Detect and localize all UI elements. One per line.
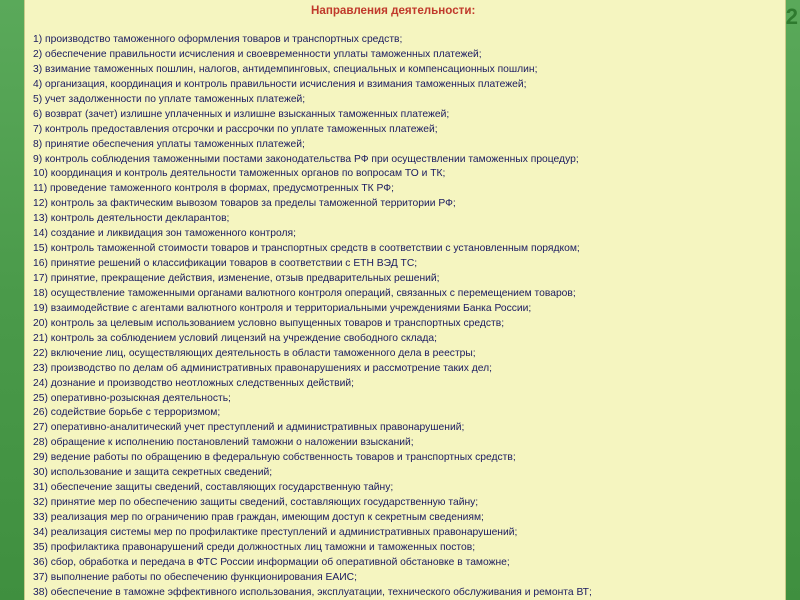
list-item: 33) реализация мер по ограничению прав граждан, имеющим доступ к секретным сведениям;: [33, 512, 484, 523]
list-item: 8) принятие обеспечения уплаты таможенных платежей;: [33, 138, 305, 150]
list-item: 18) осуществление таможенными органами валютного контроля операций, связанных с перемещением товаров;: [33, 287, 576, 299]
list-item: 13) контроль деятельности декларантов;: [33, 213, 230, 225]
slide-title: Направления деятельности:: [311, 4, 476, 17]
list-item: 16) принятие решений о классификации товаров в соответствии с ЕТН ВЭД ТС;: [33, 258, 418, 270]
list-item: 10) координация и контроль деятельности таможенных органов по вопросам ТО и ТК;: [33, 168, 446, 180]
list-item: 17) принятие, прекращение действия, изменение, отзыв предварительных решений;: [33, 273, 440, 284]
list-item: 2) обеспечение правильности исчисления и своевременности уплаты таможенных платежей;: [33, 48, 482, 60]
list-item: 37) выполнение работы по обеспечению функционирования ЕАИС;: [33, 571, 357, 583]
list-item: 25) оперативно-розыскная деятельность;: [33, 392, 231, 404]
list-item: 20) контроль за целевым использованием условно выпущенных товаров и транспортных средств;: [33, 317, 505, 329]
list-item: 26) содействие борьбе с терроризмом;: [33, 407, 221, 419]
list-item: 1) производство таможенного оформления товаров и транспортных средств;: [33, 34, 403, 45]
list-item: 7) контроль предоставления отсрочки и рассрочки по уплате таможенных платежей;: [33, 123, 438, 135]
list-item: 28) обращение к исполнению постановлений таможни о наложении взысканий;: [33, 437, 414, 449]
list-item: 29) ведение работы по обращению в федеральную собственность товаров и транспортных средств;: [33, 452, 516, 464]
list-item: 4) организация, координация и контроль правильности исчисления и взимания таможенных платежей;: [33, 78, 527, 90]
list-item: 12) контроль за фактическим вывозом товаров за пределы таможенной территории РФ;: [33, 198, 456, 210]
list-item: 24) дознание и производство неотложных следственных действий;: [33, 377, 355, 389]
list-item: 22) включение лиц, осуществляющих деятельность в области таможенного дела в реестры;: [33, 347, 476, 359]
list-item: 34) реализация системы мер по профилактике преступлений и административных правонарушений;: [33, 526, 518, 538]
list-item: 6) возврат (зачет) излишне уплаченных и излишне взысканных таможенных платежей;: [33, 108, 450, 120]
list-item: 15) контроль таможенной стоимости товаров и транспортных средств в соответствии с установленным порядком;: [33, 243, 580, 255]
list-item: 14) создание и ликвидация зон таможенного контроля;: [33, 228, 296, 240]
list-item: 36) сбор, обработка и передача в ФТС России информации об оперативной обстановке в таможне;: [33, 556, 510, 568]
list-item: 5) учет задолженности по уплате таможенных платежей;: [33, 93, 306, 105]
list-item: 30) использование и защита секретных сведений;: [33, 467, 273, 479]
activity-list: [25, 18, 785, 600]
slide-number: 2: [785, 4, 798, 29]
list-item: 23) производство по делам об административных правонарушениях и рассмотрение таких дел;: [33, 362, 493, 374]
list-item: 3) взимание таможенных пошлин, налогов, антидемпинговых, специальных и компенсационных пошлин;: [33, 63, 538, 75]
list-item: 32) принятие мер по обеспечению защиты сведений, составляющих государственную тайну;: [33, 497, 479, 509]
list-item: 9) контроль соблюдения таможенными постами законодательства РФ при осуществлении таможенных процедур;: [33, 153, 579, 165]
list-item: 27) оперативно-аналитический учет преступлений и административных правонарушений;: [33, 422, 465, 434]
list-item: 31) обеспечение защиты сведений, составляющих государственную тайну;: [33, 482, 394, 494]
list-item: 35) профилактика правонарушений среди должностных лиц таможни и таможенных постов;: [33, 541, 476, 553]
list-item: 38) обеспечение в таможне эффективного использования, эксплуатации, технического обслуживания и ремонта ВТ;: [33, 586, 592, 598]
list-item: 19) взаимодействие с агентами валютного контроля и территориальными учреждениями Банка России;: [33, 302, 532, 314]
list-item: 21) контроль за соблюдением условий лицензий на учреждение свободного склада;: [33, 332, 437, 344]
list-item: 11) проведение таможенного контроля в формах, предусмотренных ТК РФ;: [33, 183, 394, 195]
content-panel: [24, 0, 786, 600]
